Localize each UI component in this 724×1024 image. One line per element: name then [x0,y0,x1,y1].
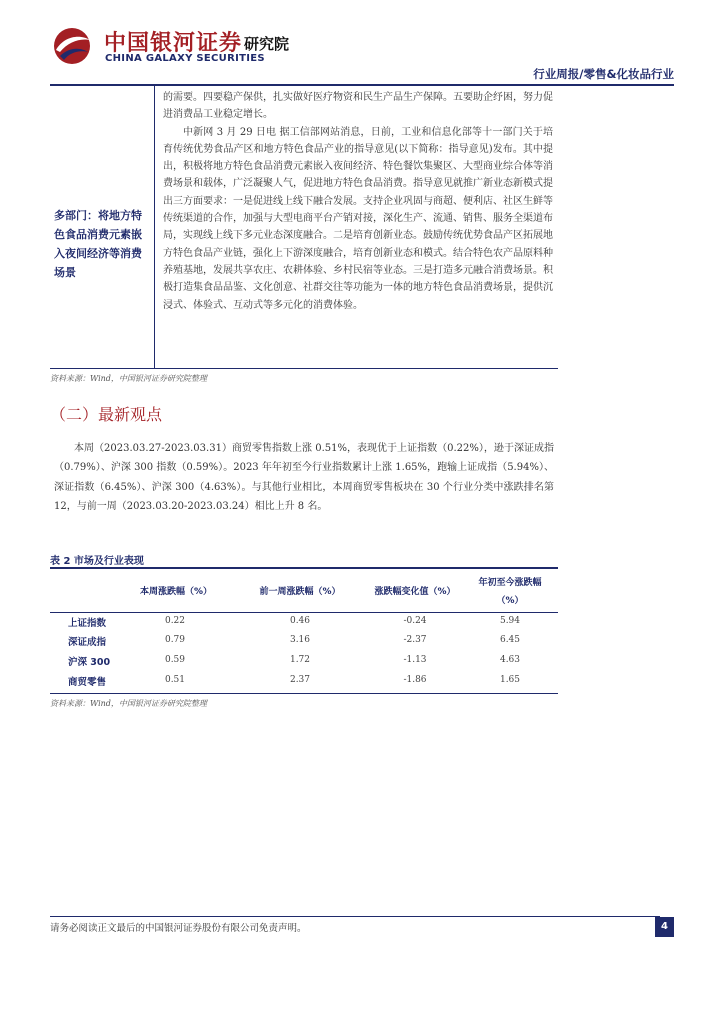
market-table-source: 资料来源：Wind，中国银河证券研究院整理 [50,699,207,708]
brand-name-en: CHINA GALAXY SECURITIES [105,53,265,64]
galaxy-logo-icon [50,26,94,66]
policy-continued-text: 的需要。四要稳产保供，扎实做好医疗物资和民生产品生产保障。五要助企纾困，努力促进消费品工业稳定增长。 [163,92,553,121]
header-prev-week-change: 前一周涨跌幅（%） [259,587,341,597]
policy-table-source: 资料来源：Wind，中国银河证券研究院整理 [50,374,207,383]
section-body-paragraph: 本周（2023.03.27-2023.03.31）商贸零售指数上涨 0.51%，表现优于上证指数（0.22%），逊于深证成指（0.79%）、沪深 300 指数（0.59%）。2023 年年初至今行业指数累计上涨 1.65%，跑输上证成指（5.94%）、深证指数（6.45%）、沪深 300（4.63%）。与其他行业相比，本周商贸零售板块在 30 个行业分类中涨跌排名第 12，与前一周（2023.03.20-2023.03.24）相比上升 8 名。 [54,443,554,512]
cell-retail-ytd: 1.65 [499,675,521,685]
cell-sz-ytd: 6.45 [499,635,521,645]
cell-sz-prev: 3.16 [289,635,311,645]
cell-hs300-delta: -1.13 [403,655,427,665]
cell-hs300-prev: 1.72 [289,655,311,665]
page-number: 4 [655,917,674,937]
header-ytd-change: 年初至今涨跌幅 [478,578,542,588]
footer-divider [50,916,660,917]
cell-sh-delta: -0.24 [403,616,427,626]
market-table-bottom-rule [50,693,558,694]
brand-name-cn: 中国银河证券 [104,31,243,56]
market-table-title: 表 2 市场及行业表现 [50,556,144,567]
table-bottom-rule [50,368,558,369]
policy-news-paragraph: 中新网 3 月 29 日电 据工信部网站消息，日前，工业和信息化部等十一部门关于培育传统优势食品产区和地方特色食品产业的指导意见(以下简称：指导意见)发布。其中提出，积极将地方特色食品消费元素嵌入夜间经济、特色餐饮集聚区、大型商业综合体等消费场景和载体，广泛凝聚人气，促进地方特色食品消费。指导意见就推广新业态新模式提出三方面要求：一是促进线上线下融合发展。支持企业巩固与商超、便利店、社区生鲜等传统渠道的合作，加强与大型电商平台产销对接，深化生产、流通、销售、服务全渠道布局，实现线上线下多元业态深度融合。二是培育创新业态。鼓励传统优势食品产区拓展地方特色食品产业链，强化上下游深度融合，培育创新业态和模式。结合特色农产品原料种养殖基地，发展共享农庄、农耕体验、乡村民宿等业态。三是打造多元融合消费场景。积极打造集食品品鉴、文化创意、社群交往等功能为一体的地方特色食品消费场景，提供沉浸式、体验式、互动式等多元化的消费体验。 [163,126,553,311]
cell-sh-weekly: 0.22 [164,616,186,626]
cell-retail-delta: -1.86 [403,675,427,685]
row-label-hs300: 沪深 300 [68,657,111,668]
cell-retail-weekly: 0.51 [164,675,186,685]
header-ytd-unit: （%） [496,596,524,606]
cell-sh-ytd: 5.94 [499,616,521,626]
cell-sz-delta: -2.37 [403,635,427,645]
footer-disclaimer: 请务必阅读正文最后的中国银河证券股份有限公司免责声明。 [50,923,307,934]
header-change-delta: 涨跌幅变化值（%） [374,587,456,597]
table-column-divider [154,86,155,368]
row-label-sz-index: 深证成指 [68,637,107,648]
section-title: （二）最新观点 [50,405,163,424]
cell-hs300-weekly: 0.59 [164,655,186,665]
cell-sz-weekly: 0.79 [164,635,186,645]
institute-name: 研究院 [244,35,290,53]
header-weekly-change: 本周涨跌幅（%） [139,587,213,597]
market-table-header-rule [50,612,558,613]
cell-hs300-ytd: 4.63 [499,655,521,665]
market-table-top-rule [50,567,558,569]
policy-row-content [163,89,553,314]
row-label-sh-index: 上证指数 [68,618,107,629]
cell-retail-prev: 2.37 [289,675,311,685]
header-divider [50,84,674,86]
policy-row-label: 多部门：将地方特色食品消费元素嵌入夜间经济等消费场景 [54,209,142,279]
report-type: 行业周报/零售&化妆品行业 [533,67,674,81]
cell-sh-prev: 0.46 [289,616,311,626]
row-label-retail: 商贸零售 [68,677,107,688]
